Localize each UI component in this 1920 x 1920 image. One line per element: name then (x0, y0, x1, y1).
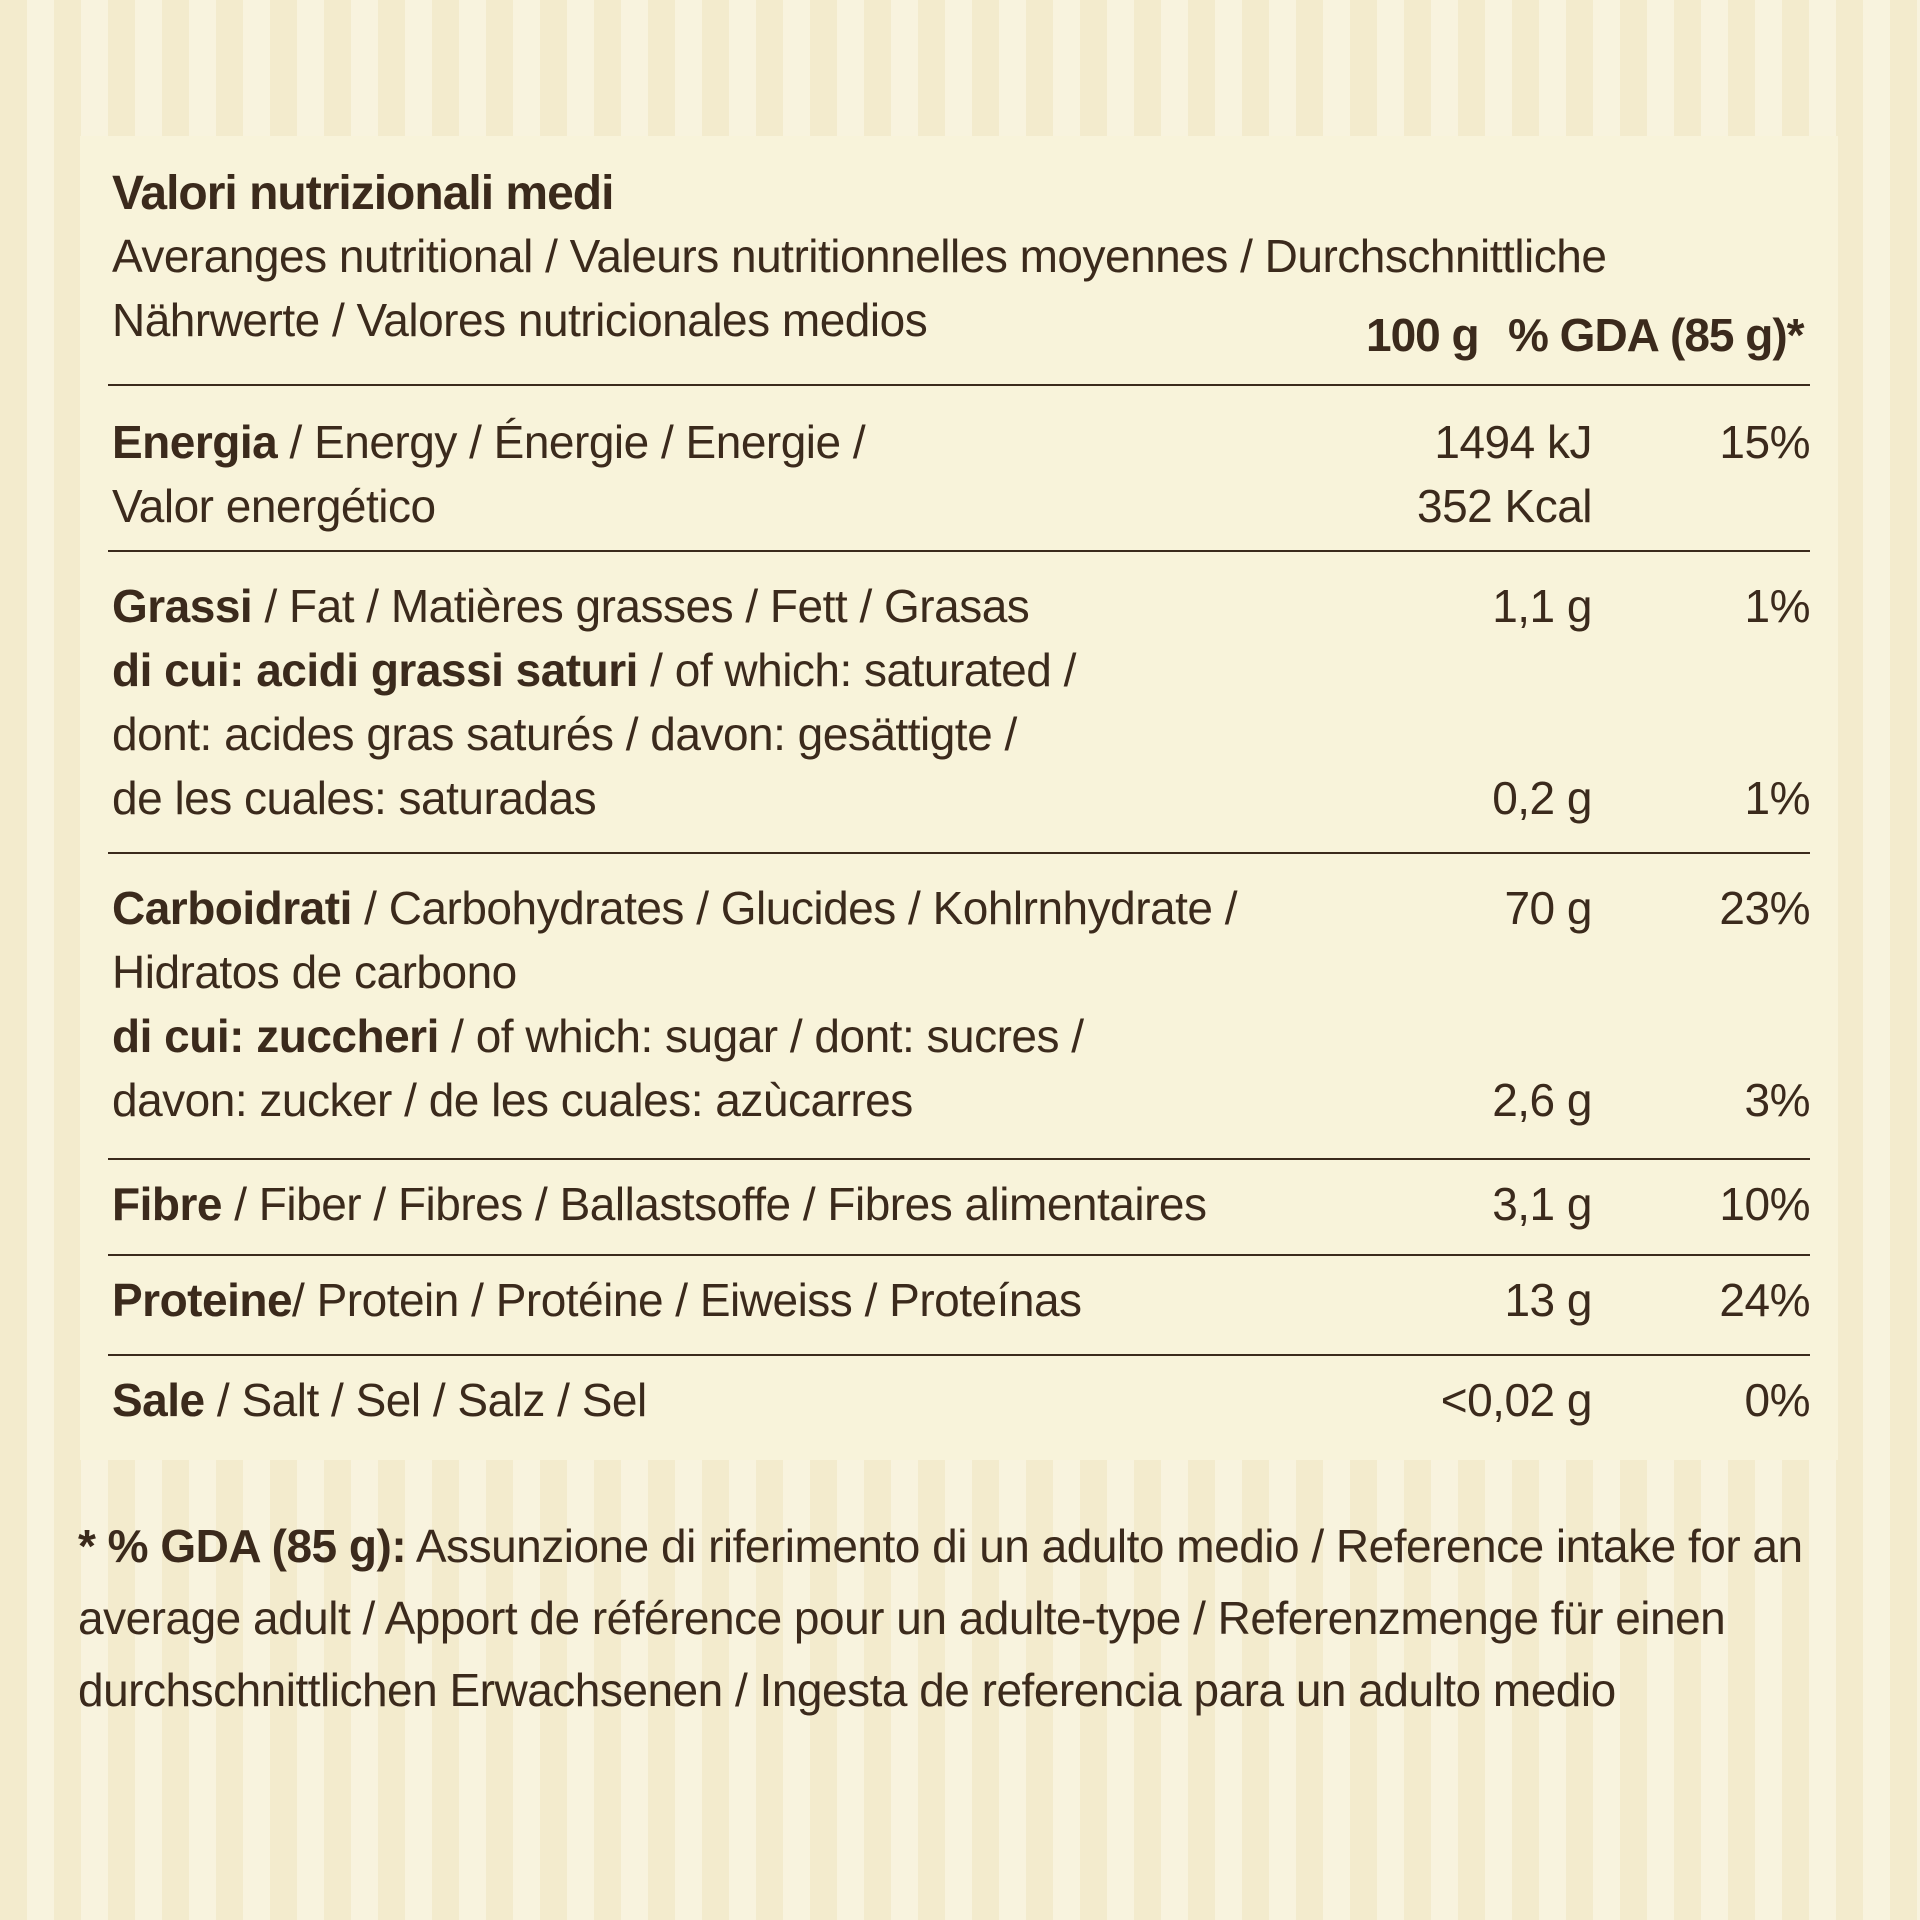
row-salt-translations: / Salt / Sel / Salz / Sel (204, 1374, 647, 1426)
energy-kcal-value: 352 Kcal (1416, 480, 1592, 532)
column-header-portion: (85 g)* (1670, 309, 1804, 361)
row-saturated-line2: dont: acides gras saturés / davon: gesättigte / (112, 708, 1017, 760)
protein-value: 13 g (1504, 1274, 1592, 1326)
row-energy (112, 410, 1512, 538)
salt-value: <0,02 g (1440, 1374, 1592, 1426)
table-subtitle-line1: Averanges nutritional / Valeurs nutritionnelles moyennes / Durchschnittliche (112, 230, 1607, 282)
table-title: Valori nutrizionali medi (112, 167, 614, 220)
saturated-gda-value: 1% (1744, 772, 1810, 824)
row-carbohydrates-translations: / Carbohydrates / Glucides / Kohlrnhydrate / (351, 882, 1238, 934)
row-fibre-label: Fibre (112, 1178, 222, 1230)
row-protein-label: Proteine (112, 1274, 293, 1326)
sugar-value: 2,6 g (1492, 1074, 1592, 1126)
row-fibre (112, 1172, 1512, 1236)
nutrition-table (80, 136, 1838, 1460)
carbohydrates-value: 70 g (1504, 882, 1592, 934)
carbohydrates-gda-value: 23% (1719, 882, 1810, 934)
table-subtitle-line2: Nährwerte / Valores nutricionales medios (112, 294, 928, 346)
salt-gda-value: 0% (1744, 1374, 1810, 1426)
row-protein (112, 1268, 1512, 1332)
divider (108, 1354, 1810, 1356)
fibre-gda-value: 10% (1719, 1178, 1810, 1230)
row-saturated-line3: de les cuales: saturadas (112, 772, 597, 824)
footnote (78, 1510, 1878, 1726)
fibre-value: 3,1 g (1492, 1178, 1592, 1230)
row-salt-label: Sale (112, 1374, 205, 1426)
row-carbohydrates (112, 876, 1512, 1132)
row-fat (112, 574, 1512, 830)
row-saturated-translations: / of which: saturated / (637, 644, 1076, 696)
footnote-label: * % GDA (85 g): (78, 1520, 407, 1572)
sugar-gda-value: 3% (1744, 1074, 1810, 1126)
divider (108, 1158, 1810, 1160)
protein-gda-value: 24% (1719, 1274, 1810, 1326)
row-saturated-label: di cui: acidi grassi saturi (112, 644, 638, 696)
row-energy-translations: / Energy / Énergie / Energie / (277, 416, 866, 468)
divider (108, 550, 1810, 552)
row-fat-label: Grassi (112, 580, 253, 632)
energy-kj-value: 1494 kJ (1434, 416, 1592, 468)
fat-value: 1,1 g (1492, 580, 1592, 632)
column-header-gda: % GDA (1508, 309, 1659, 361)
row-salt (112, 1368, 1512, 1432)
column-header-100g: 100 g (1366, 309, 1479, 361)
divider (108, 1254, 1810, 1256)
row-sugar-line2: davon: zucker / de les cuales: azùcarres (112, 1074, 913, 1126)
row-energy-line2: Valor energético (112, 480, 436, 532)
row-fat-translations: / Fat / Matières grasses / Fett / Grasas (252, 580, 1030, 632)
saturated-value: 0,2 g (1492, 772, 1592, 824)
fat-gda-value: 1% (1744, 580, 1810, 632)
row-sugar-label: di cui: zuccheri (112, 1010, 439, 1062)
row-protein-translations: / Protein / Protéine / Eiweiss / Proteínas (292, 1274, 1082, 1326)
divider (108, 852, 1810, 854)
row-carbohydrates-line2: Hidratos de carbono (112, 946, 517, 998)
row-sugar-translations: / of which: sugar / dont: sucres / (438, 1010, 1084, 1062)
row-carbohydrates-label: Carboidrati (112, 882, 352, 934)
row-energy-label: Energia (112, 416, 278, 468)
divider (108, 384, 1810, 386)
footnote-text: Assunzione di riferimento di un adulto medio / Reference intake for an average adult / Apport de référence pour un adulte-type / Referenzmenge für einen durchschnittlichen Erwachsenen / Ingesta de referencia para un adulto medio (78, 1520, 1803, 1716)
energy-gda-value: 15% (1719, 416, 1810, 468)
row-fibre-translations: / Fiber / Fibres / Ballastsoffe / Fibres alimentaires (221, 1178, 1207, 1230)
